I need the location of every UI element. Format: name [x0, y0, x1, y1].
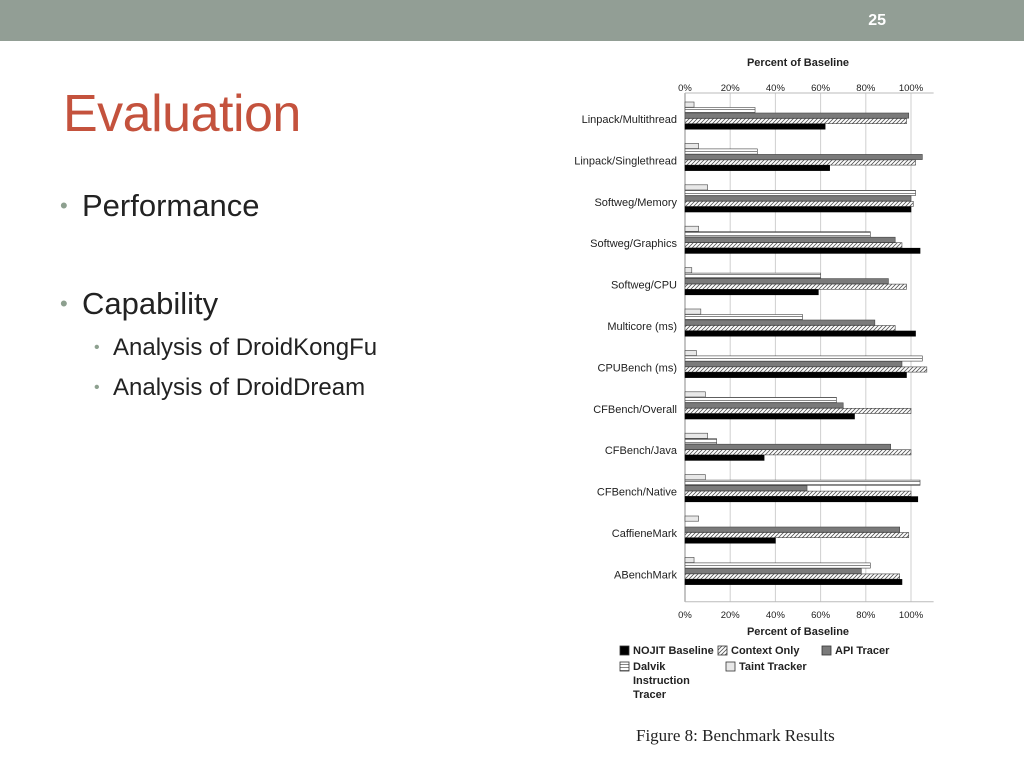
bar	[685, 486, 807, 491]
bar	[685, 444, 891, 449]
legend-swatch	[726, 662, 735, 671]
bar	[685, 113, 909, 118]
bar	[685, 350, 696, 355]
bar	[685, 326, 895, 331]
bar	[685, 439, 717, 444]
bar	[685, 367, 927, 372]
bar	[685, 315, 803, 320]
bar	[685, 320, 875, 325]
category-label: CFBench/Overall	[593, 403, 677, 416]
bar	[685, 455, 764, 460]
bar	[685, 108, 755, 113]
bar	[685, 165, 830, 170]
slide-number: 25	[868, 12, 886, 29]
legend-swatch	[620, 662, 629, 671]
bar	[685, 273, 821, 278]
category-label: Softweg/Memory	[594, 196, 677, 209]
bar	[685, 190, 916, 195]
bar	[685, 248, 920, 253]
bar	[685, 480, 920, 485]
bar	[685, 154, 922, 159]
legend-swatch	[822, 646, 831, 655]
bar	[685, 243, 902, 248]
x-tick-label-bottom: 40%	[765, 610, 785, 621]
category-label: CFBench/Java	[604, 445, 677, 458]
category-label: CaffieneMark	[611, 528, 677, 540]
bar	[685, 309, 701, 314]
x-tick-label-bottom: 60%	[811, 610, 831, 621]
bar	[685, 516, 699, 521]
bar	[685, 143, 699, 148]
bar	[685, 414, 855, 419]
bar	[685, 563, 870, 568]
category-label: Multicore (ms)	[607, 321, 677, 333]
bar	[685, 538, 775, 543]
bar	[685, 185, 708, 190]
bar	[685, 527, 900, 532]
bar	[685, 557, 694, 562]
bar	[685, 450, 911, 455]
bar	[685, 372, 906, 377]
top-bar	[0, 0, 1024, 41]
figure-caption: Figure 8: Benchmark Results	[636, 726, 835, 745]
bar	[685, 408, 911, 413]
bar	[685, 397, 836, 402]
bar	[685, 361, 902, 366]
category-label: Softweg/Graphics	[590, 238, 677, 251]
legend-label: API Tracer	[835, 645, 890, 657]
x-tick-label-bottom: 80%	[856, 610, 876, 621]
category-label: Linpack/Multithread	[581, 114, 677, 126]
bar	[685, 124, 825, 129]
x-tick-label-top: 60%	[811, 83, 831, 94]
bar	[685, 196, 911, 201]
x-axis-label: Percent of Baseline	[746, 626, 850, 638]
legend-label: Instruction	[633, 675, 690, 687]
bar	[685, 331, 916, 336]
category-label: CPUBench (ms)	[597, 362, 677, 375]
bar	[685, 237, 895, 242]
legend-label: NOJIT Baseline	[633, 645, 714, 657]
legend-label: Tracer	[633, 689, 667, 701]
category-label: CFBench/Native	[596, 486, 677, 499]
legend-label: Context Only	[731, 645, 800, 657]
benchmark-chart	[540, 48, 960, 718]
bar	[685, 207, 911, 212]
bullet-list	[60, 186, 480, 408]
bar	[685, 568, 861, 573]
bar	[685, 201, 913, 206]
sub-bullet-droiddream: • Analysis of DroidDream	[60, 368, 480, 408]
legend-label: Taint Tracker	[739, 661, 807, 673]
chart-title: Percent of Baseline	[746, 57, 850, 69]
bar	[685, 533, 909, 538]
bar	[685, 475, 705, 480]
bar	[685, 102, 694, 107]
x-tick-label-top: 100%	[898, 83, 924, 94]
category-label: Softweg/CPU	[610, 279, 677, 292]
legend-label: Dalvik	[633, 661, 666, 673]
legend-swatch	[620, 646, 629, 655]
bar	[685, 279, 888, 284]
bar	[685, 497, 918, 502]
bar	[685, 574, 900, 579]
bar	[685, 226, 699, 231]
bar	[685, 290, 818, 295]
x-tick-label-top: 40%	[765, 83, 785, 94]
bar	[685, 392, 705, 397]
bullet-performance: • Performance	[60, 186, 480, 226]
x-tick-label-top: 0%	[678, 83, 692, 94]
bar	[685, 160, 916, 165]
bar	[685, 491, 911, 496]
bar	[685, 268, 692, 273]
bar	[685, 284, 906, 289]
category-label: Linpack/Singlethread	[574, 155, 677, 168]
slide-title: Evaluation	[63, 85, 301, 143]
x-tick-label-bottom: 0%	[678, 610, 692, 621]
x-tick-label-bottom: 100%	[898, 610, 924, 621]
x-tick-label-top: 20%	[720, 83, 740, 94]
bar	[685, 232, 870, 237]
bar	[685, 403, 843, 408]
sub-bullet-droidkongfu: • Analysis of DroidKongFu	[60, 328, 480, 368]
category-label: ABenchMark	[614, 569, 677, 582]
bar	[685, 433, 708, 438]
bar	[685, 356, 922, 361]
x-tick-label-top: 80%	[856, 83, 876, 94]
bar	[685, 119, 906, 124]
legend-swatch	[718, 646, 727, 655]
bar	[685, 149, 757, 154]
bar	[685, 579, 902, 584]
bullet-capability: • Capability	[60, 284, 480, 324]
x-tick-label-bottom: 20%	[720, 610, 740, 621]
